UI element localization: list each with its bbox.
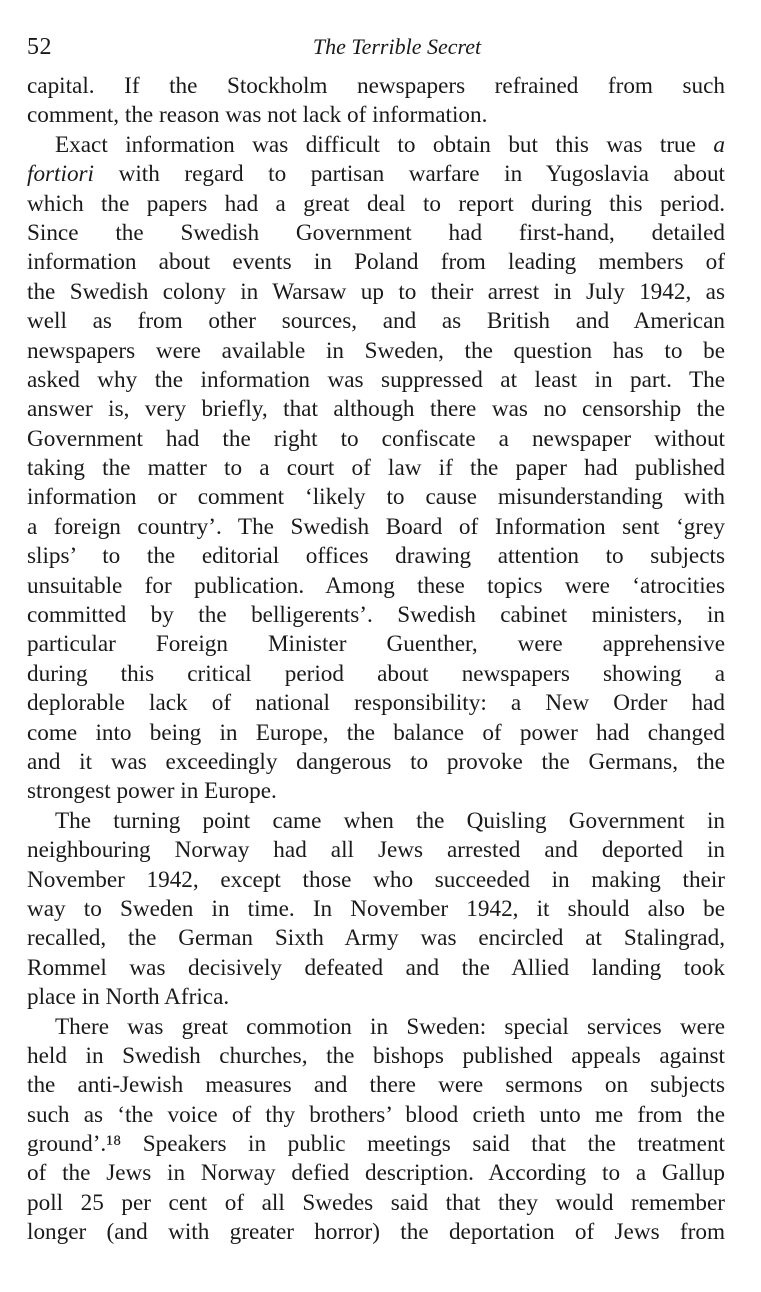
text-line: answer is, very briefly, that although there was no censorship the [27,396,725,423]
text-line: neighbouring Norway had all Jews arrested and deported in [27,837,725,864]
text-line: asked why the information was suppressed at least in part. The [27,366,725,393]
text-line: come into being in Europe, the balance of power had changed [27,719,725,746]
text-line: way to Sweden in time. In November 1942, it should also be [27,895,725,922]
text-line: committed by the belligerents’. Swedish cabinet ministers, in [27,602,725,629]
text-line: unsuitable for publication. Among these topics were ‘atrocities [27,572,725,599]
text-line: November 1942, except those who succeeded in making their [27,866,725,893]
body-text [27,72,725,1248]
text-line: of the Jews in Norway defied description. According to a Gallup [27,1160,725,1187]
text-line: and it was exceedingly dangerous to provoke the Germans, the [27,748,725,775]
text-line: Since the Swedish Government had first-hand, detailed [27,219,725,246]
text-line: longer (and with greater horror) the deportation of Jews from [27,1219,725,1246]
text-line: The turning point came when the Quisling Government in [55,807,725,834]
italic-term: fortiori [27,161,95,188]
text-line: place in North Africa. [27,984,230,1011]
text-line: fortiori with regard to partisan warfare in Yugoslavia about [27,161,725,188]
text-line: information about events in Poland from leading members of [27,249,725,276]
text-line: which the papers had a great deal to report during this period. [27,190,725,217]
text-line: Government had the right to confiscate a newspaper without [27,425,725,452]
text-line: a foreign country’. The Swedish Board of Information sent ‘grey [27,513,725,540]
text-line: capital. If the Stockholm newspapers refrained from such [27,73,725,99]
text-line: particular Foreign Minister Guenther, were apprehensive [27,631,725,658]
italic-term: a [695,131,725,158]
text-line: recalled, the German Sixth Army was encircled at Stalingrad, [27,925,725,952]
text-line: newspapers were available in Sweden, the question has to be [27,337,725,364]
text-line: poll 25 per cent of all Swedes said that they would remember [27,1189,725,1216]
text-line: information or comment ‘likely to cause misunderstanding with [27,484,725,511]
text-line: slips’ to the editorial offices drawing attention to subjects [27,543,725,570]
text-line: well as from other sources, and as British and American [27,308,725,335]
text-line: held in Swedish churches, the bishops published appeals against [27,1042,725,1069]
text-line: the Swedish colony in Warsaw up to their arrest in July 1942, as [27,278,725,305]
text-line: Rommel was decisively defeated and the Allied landing took [27,954,725,981]
text-line: the anti-Jewish measures and there were sermons on subjects [27,1072,725,1099]
text-line: taking the matter to a court of law if the paper had published [27,455,725,482]
running-title: The Terrible Secret [312,34,482,59]
text-line: ground’.¹⁸ Speakers in public meetings said that the treatment [27,1131,725,1158]
text-line: strongest power in Europe. [27,778,277,805]
text-line: during this critical period about newspapers showing a [27,660,725,687]
running-head [27,34,727,64]
page-number: 52 [27,34,52,60]
text-line: deplorable lack of national responsibility: a New Order had [27,690,725,717]
text-line: such as ‘the voice of thy brothers’ blood crieth unto me from the [27,1101,725,1128]
text-line: Exact information was difficult to obtain but this was true a [55,131,725,158]
text-line: comment, the reason was not lack of information. [27,102,488,129]
text-line: There was great commotion in Sweden: special services were [55,1013,725,1040]
